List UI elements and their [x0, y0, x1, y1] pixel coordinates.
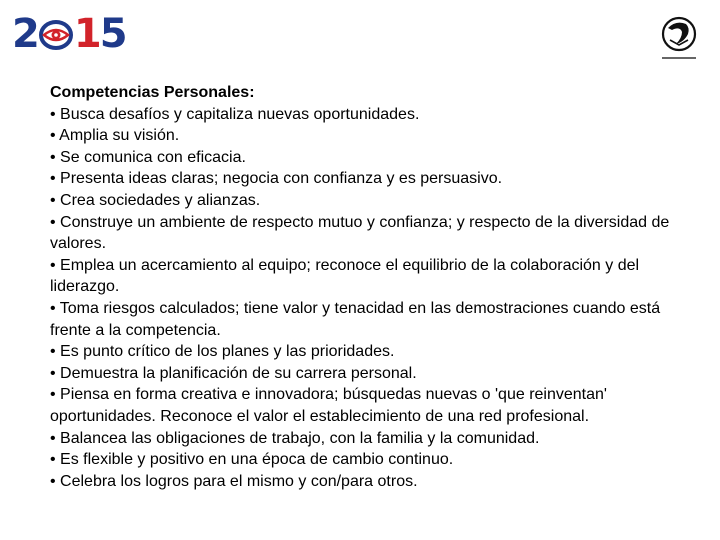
bridges-seal-logo	[656, 14, 702, 62]
bullet-item: • Amplia su visión.	[50, 127, 180, 145]
bullet-item: • Es punto crítico de los planes y las prioridades.	[50, 343, 395, 361]
bullet-item: • Toma riesgos calculados; tiene valor y tenacidad en las demostraciones cuando está frente a la competencia.	[50, 299, 661, 339]
section-heading: Competencias Personales:	[50, 84, 255, 101]
bullet-item: • Emplea un acercamiento al equipo; reconoce el equilibrio de la colaboración y del liderazgo.	[50, 256, 640, 296]
year-logo	[12, 10, 126, 58]
bullet-item: • Balancea las obligaciones de trabajo, con la familia y la comunidad.	[50, 429, 540, 447]
eye-zero-icon	[39, 17, 73, 51]
bullet-item: • Celebra los logros para el mismo y con/para otros.	[50, 472, 418, 490]
bullet-item: • Demuestra la planificación de su carrera personal.	[50, 364, 417, 382]
competencies-section	[50, 82, 680, 492]
year-digit-5: 5	[99, 11, 126, 57]
year-digit-2: 2	[12, 11, 38, 57]
bullet-item: • Construye un ambiente de respecto mutuo y confianza; y respecto de la diversidad de valores.	[50, 213, 670, 253]
bullet-item: • Se comunica con eficacia.	[50, 148, 246, 166]
bullet-item: • Piensa en forma creativa e innovadora; búsquedas nuevas o 'que reinventan' oportunidades. Reconoce el valor el establecimiento de una red profesional.	[50, 386, 607, 425]
bullet-item: • Crea sociedades y alianzas.	[50, 191, 261, 209]
bullet-item: • Presenta ideas claras; negocia con confianza y es persuasivo.	[50, 170, 503, 188]
year-digit-1: 1	[73, 11, 100, 57]
bullet-item: • Es flexible y positivo en una época de cambio continuo.	[50, 451, 454, 469]
bullet-list	[50, 104, 680, 493]
bullet-item: • Busca desafíos y capitaliza nuevas oportunidades.	[50, 105, 420, 123]
